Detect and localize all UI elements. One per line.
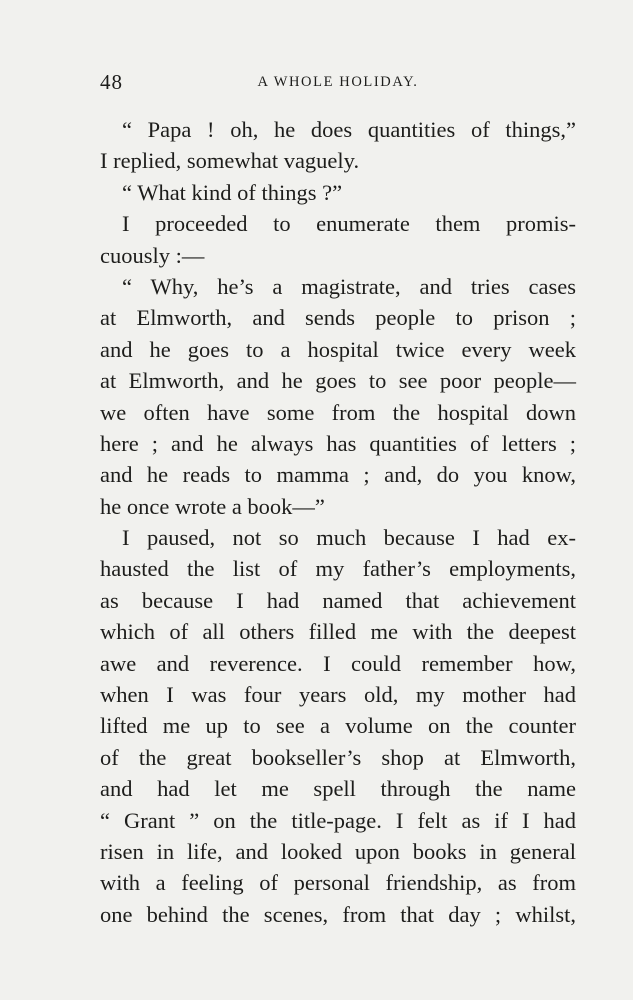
text-line: at Elmworth, and sends people to prison ; [100, 305, 576, 331]
text-line: one behind the scenes, from that day ; whilst, [100, 901, 576, 927]
text-line: lifted me up to see a volume on the counter [100, 713, 576, 739]
running-title: A WHOLE HOLIDAY. [257, 74, 419, 90]
text-line: here ; and he always has quantities of letters ; [100, 430, 576, 456]
text-line: and he reads to mamma ; and, do you know, [100, 462, 576, 488]
text-line: hausted the list of my father’s employments, [100, 556, 576, 582]
text-line: when I was four years old, my mother had [100, 682, 576, 708]
text-line: “ Grant ” on the title-page. I felt as if I had [100, 807, 576, 833]
text-line: I replied, somewhat vaguely. [100, 148, 360, 174]
text-line: he once wrote a book—” [100, 493, 325, 519]
body-text [100, 114, 576, 930]
text-line: I proceeded to enumerate them promis- [122, 211, 576, 237]
text-line: of the great bookseller’s shop at Elmworth, [100, 744, 576, 770]
text-line: “ Why, he’s a magistrate, and tries cases [122, 273, 576, 299]
text-line: and had let me spell through the name [100, 776, 576, 802]
text-line: we often have some from the hospital down [100, 399, 576, 425]
text-line: awe and reverence. I could remember how, [100, 650, 576, 676]
text-line: “ What kind of things ?” [122, 179, 343, 205]
running-head [100, 70, 576, 100]
text-line: as because I had named that achievement [100, 587, 576, 613]
text-line: at Elmworth, and he goes to see poor people— [100, 368, 576, 394]
text-line: cuously :— [100, 242, 205, 268]
text-line: which of all others filled me with the deepest [100, 619, 576, 645]
text-line: I paused, not so much because I had ex- [122, 525, 576, 551]
page-number: 48 [100, 70, 123, 94]
text-line: and he goes to a hospital twice every week [100, 336, 576, 362]
text-line: risen in life, and looked upon books in general [100, 838, 576, 864]
text-line: “ Papa ! oh, he does quantities of things,” [122, 117, 576, 142]
text-line: with a feeling of personal friendship, as from [100, 870, 576, 896]
